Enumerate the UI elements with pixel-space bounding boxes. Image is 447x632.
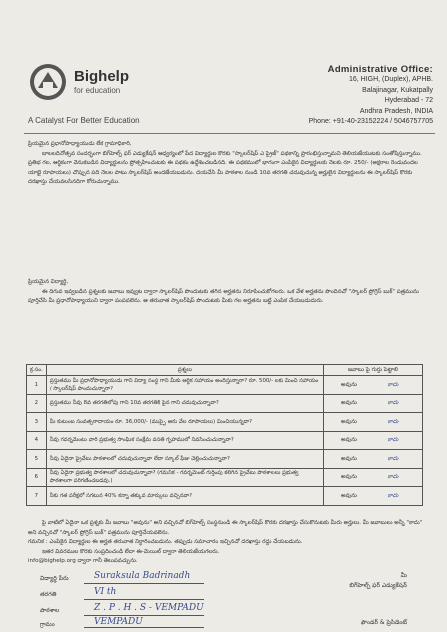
class-label: తరగతి: [40, 591, 57, 598]
signature-org: బిగ్‌హెల్ప్ ఫర్ ఎడ్యుకేషన్: [349, 582, 407, 589]
intro-paragraph: బాలలదినోత్సవ సందర్భంగా బిగ్‌హెల్ప్ ఫర్ ఎడ్యుకేషన్ ఆధ్వర్యంలో పేద విద్యార్థుల కొరకు "స్కాలర్‌షిప్ ఎ ప్రైజ్" పథకాన్ని ప్రారంభిస్తున్నామని తెలియజేయుటకు సంతోషిస్తున్నాము. ప్రతిభ గల, ఆర్థికంగా వెనుకబడిన విద్యార్థులను ప్రోత్సహించుటకు ఈ పథకం ఉద్దేశించబడినది. ఈ పథకములో భాగంగా ఎంపికైన విద్యార్థులకు నెలకు రూ. 250/- (అక్షరాల రెండువందల యాభై రూపాయలు) చొప్పున పది నెలల పాటు స్కాలర్‌షిప్ అందజేయబడును. దయచేసి మీ పాఠశాల నుండి 10వ తరగతి చదువుచున్న అర్హులైన విద్యార్థులను ఈ స్కాలర్‌షిప్ కొరకు దరఖాస్తు చేయవలసినదిగా కోరుచున్నాము.: [28, 150, 422, 186]
address-line: 16, HIGH, (Duplex), APHB.: [348, 76, 433, 83]
question-text: నీవు ఏదైనా ప్రభుత్వ పాఠశాలలో చదువుచున్నావా? (గమనిక - గవర్నమెంట్ గుర్తింపు కలిగిన ప్రైవేటు పాఠశాలలు ప్రభుత్వ పాఠశాలగా పరిగణించబడవు.): [46, 468, 323, 487]
school-field[interactable]: Z . P . H . S - VEMPADU: [94, 603, 204, 613]
question-text: నీవు ఏదైనా ప్రైవేటు పాఠశాలలో చదువుచున్నావా లేదా స్కూల్ ఫీజు చెల్లించుచున్నావా?: [46, 450, 323, 469]
answer-cell: [324, 487, 423, 506]
column-header: జవాబు పై గుర్తు పెట్టాలి: [324, 365, 423, 376]
address-line: Andhra Pradesh, INDIA: [359, 107, 433, 115]
student-intro: [28, 278, 431, 307]
note-paragraph: గమనిక : ఎంపికైన విద్యార్థుల ఈ అర్హత తరువాత నిర్ధారించబడును. తప్పుడు సమాచారం ఇచ్చినచో దరఖాస్తు రద్దు చేయబడును.: [28, 539, 303, 546]
office-address: [309, 64, 433, 128]
eligibility-table: [26, 364, 423, 506]
table-row: [27, 468, 423, 487]
answer-no-option[interactable]: కాదు: [387, 400, 399, 407]
class-field[interactable]: VI th: [94, 587, 117, 597]
phone-line: Phone: +91-40-23152224 / 5046757705: [308, 118, 433, 125]
closing-paragraph: పై వాటిలో ఏదైనా ఒక ప్రశ్నకు మీ జవాబు "అవును" అని వచ్చినచో బిగ్‌హెల్ప్ సంస్థనుండి ఈ స్కాలర్‌షిప్ కొరకు దరఖాస్తు చేసుకొనుటకు మీరు అర్హులు. మీ జవాబులు అన్నీ "కాదు" అని వచ్చినచో "స్కాలర్ ప్రోగ్రెస్ బుక్" పత్రమును పూర్తిచేయవలెను.: [28, 520, 423, 536]
office-title: Administrative Office:: [327, 64, 433, 75]
answer-yes-option[interactable]: అవును: [341, 418, 357, 425]
answer-yes-option[interactable]: అవును: [341, 381, 357, 388]
question-text: ప్రస్తుతము మీ ప్రధానోపాధ్యాయుడు గాని విద్యా సంస్థ గాని మీకు ఆర్థిక సహాయం అందిస్తున్నారా? రూ. 500/- లకు మించి సహాయం / స్కాలర్‌షిప్ పొందుచున్నారా?: [46, 376, 323, 395]
table-row: [27, 394, 423, 413]
brand-subtitle: for education: [74, 86, 121, 95]
answer-no-option[interactable]: కాదు: [387, 381, 399, 388]
question-text: మీ కుటుంబ సంవత్సరాదాయం రూ. 36,000/- (ముప్పై ఆరు వేల రూపాయలు) మించియున్నదా?: [46, 413, 323, 432]
greeting-student: ప్రియమైన విద్యార్థి,: [28, 279, 69, 285]
signature-title: ఫౌండర్ & ప్రెసిడెంట్: [360, 619, 407, 626]
row-number: 4: [27, 431, 47, 450]
answer-yes-option[interactable]: అవును: [341, 455, 357, 462]
row-number: 7: [27, 487, 47, 506]
answer-yes-option[interactable]: అవును: [341, 437, 357, 444]
row-number: 6: [27, 468, 47, 487]
address-line: Hyderabad - 72: [384, 97, 433, 104]
tagline: A Catalyst For Better Education: [28, 116, 140, 125]
answer-no-option[interactable]: కాదు: [387, 437, 399, 444]
answer-cell: [324, 413, 423, 432]
row-number: 2: [27, 394, 47, 413]
answer-cell: [324, 468, 423, 487]
answer-no-option[interactable]: కాదు: [387, 418, 399, 425]
signature-salutation: మీ: [400, 572, 407, 579]
address-line: Balajinagar, Kukatpally: [362, 86, 433, 94]
answer-no-option[interactable]: కాదు: [387, 492, 399, 499]
closing-notes: [28, 519, 431, 567]
answer-cell: [324, 450, 423, 469]
name-label: విద్యార్థి పేరు: [40, 575, 69, 582]
letter-intro: [28, 140, 431, 188]
email-line: info@bighelp.org ద్వారా గానీ తెలుపవచ్చును.: [28, 558, 138, 565]
table-row: [27, 413, 423, 432]
question-text: నీకు గత పరీక్షలో సగటున 40% కన్నా తక్కువ మార్కులు వచ్చినవా?: [46, 487, 323, 506]
village-field[interactable]: VEMPADU: [94, 617, 143, 627]
table-header-row: [27, 365, 423, 376]
question-text: నీవు గవర్నమెంటు వారి ప్రభుత్వ సాంఘిక సంక్షేమ వసతి గృహములో నివసించుచున్నావా?: [46, 431, 323, 450]
school-label: పాఠశాల: [40, 607, 60, 614]
header-divider: [24, 133, 435, 134]
table-row: [27, 450, 423, 469]
answer-cell: [324, 376, 423, 395]
column-header: క్ర.సం.: [27, 365, 47, 376]
answer-yes-option[interactable]: అవును: [341, 400, 357, 407]
name-field[interactable]: Suraksula Badrinadh: [94, 571, 191, 581]
row-number: 1: [27, 376, 47, 395]
row-number: 5: [27, 450, 47, 469]
table-row: [27, 431, 423, 450]
bighelp-logo-icon: [28, 62, 68, 102]
answer-yes-option[interactable]: అవును: [341, 492, 357, 499]
village-label: గ్రామం: [40, 621, 55, 628]
answer-no-option[interactable]: కాదు: [387, 455, 399, 462]
table-row: [27, 376, 423, 395]
question-text: ప్రస్తుతము నీవు 8వ తరగతిలోపు గాని 10వ తరగతికి పైన గాని చదువుచున్నావా?: [46, 394, 323, 413]
row-number: 3: [27, 413, 47, 432]
instructions-paragraph: ఈ దిగువ ఇవ్వబడిన ప్రశ్నలకు జవాబు ఇవ్వుట ద్వారా స్కాలర్‌షిప్ పొందుటకు తగిన అర్హతను నిరూపించుకోగలరు. ఒక వేళ అర్హతను పొందినచో "స్కాలర్ ప్రోగ్రెస్ బుక్" పత్రమును పూర్తిచేసి మీ ప్రధానోపాధ్యాయుని ద్వారా పంపవలెను. ఆ తరువాత స్కాలర్‌షిప్ పొందుటకు మీకు గల అర్హతను బట్టి ఎంపిక చేయబడుదురు.: [28, 288, 419, 305]
answer-cell: [324, 431, 423, 450]
answer-no-option[interactable]: కాదు: [387, 474, 399, 481]
answer-yes-option[interactable]: అవును: [341, 474, 357, 481]
brand-name: Bighelp: [74, 68, 129, 85]
answer-cell: [324, 394, 423, 413]
contact-paragraph: ఇతర వివరముల కొరకు సంప్రదించండి లేదా ఈ-మెయిల్ ద్వారా తెలియజేయగలరు.: [42, 548, 220, 555]
greeting-headmaster: ప్రియమైన ప్రధానోపాధ్యాయుడు లేక గ్రామాధికారి,: [28, 141, 132, 147]
table-row: [27, 487, 423, 506]
column-header: ప్రశ్నలు: [46, 365, 323, 376]
